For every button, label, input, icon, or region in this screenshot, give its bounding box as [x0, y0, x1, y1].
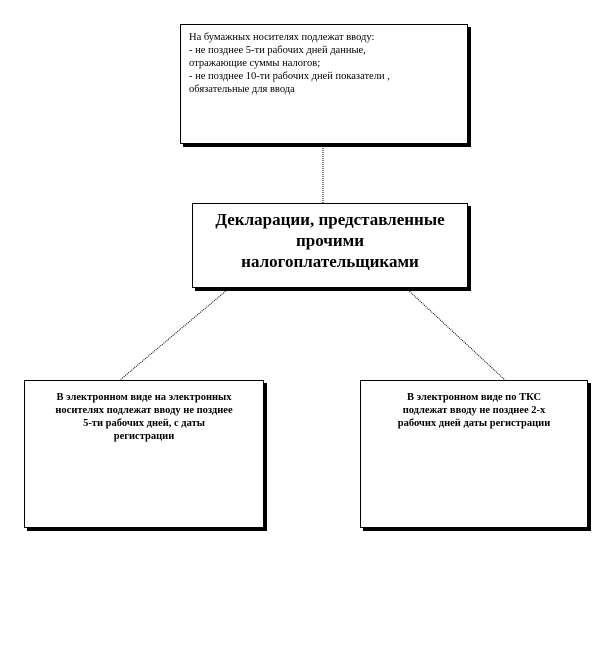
paper-media-line: обязательные для ввода	[189, 84, 295, 95]
paper-media-line: - не позднее 5-ти рабочих дней данные,	[189, 45, 366, 56]
paper-media-line: - не позднее 10-ти рабочих дней показатели ,	[189, 71, 390, 82]
tks-box	[360, 380, 588, 528]
connector-center-to-right	[408, 290, 505, 380]
tks-line: рабочих дней даты регистрации	[397, 418, 551, 429]
paper-media-line: На бумажных носителях подлежат вводу:	[189, 32, 375, 43]
declarations-title-line: прочими	[295, 231, 365, 250]
tks-line: подлежат вводу не позднее 2-х	[402, 405, 546, 416]
connector-center-to-left	[120, 290, 227, 380]
declarations-title-line: Декларации, представленные	[215, 210, 445, 229]
tks-line: В электронном виде по ТКС	[406, 392, 542, 403]
electronic-media-line: 5-ти рабочих дней, с даты	[83, 418, 205, 429]
declarations-box	[192, 203, 468, 288]
electronic-media-line: носителях подлежат вводу не позднее	[55, 405, 233, 416]
paper-media-box	[180, 24, 468, 144]
declarations-title-line: налогоплательщиками	[241, 252, 419, 271]
electronic-media-line: В электронном виде на электронных	[56, 392, 232, 403]
electronic-media-box	[24, 380, 264, 528]
electronic-media-line: регистрации	[113, 431, 175, 442]
paper-media-line: отражающие суммы налогов;	[189, 58, 321, 69]
